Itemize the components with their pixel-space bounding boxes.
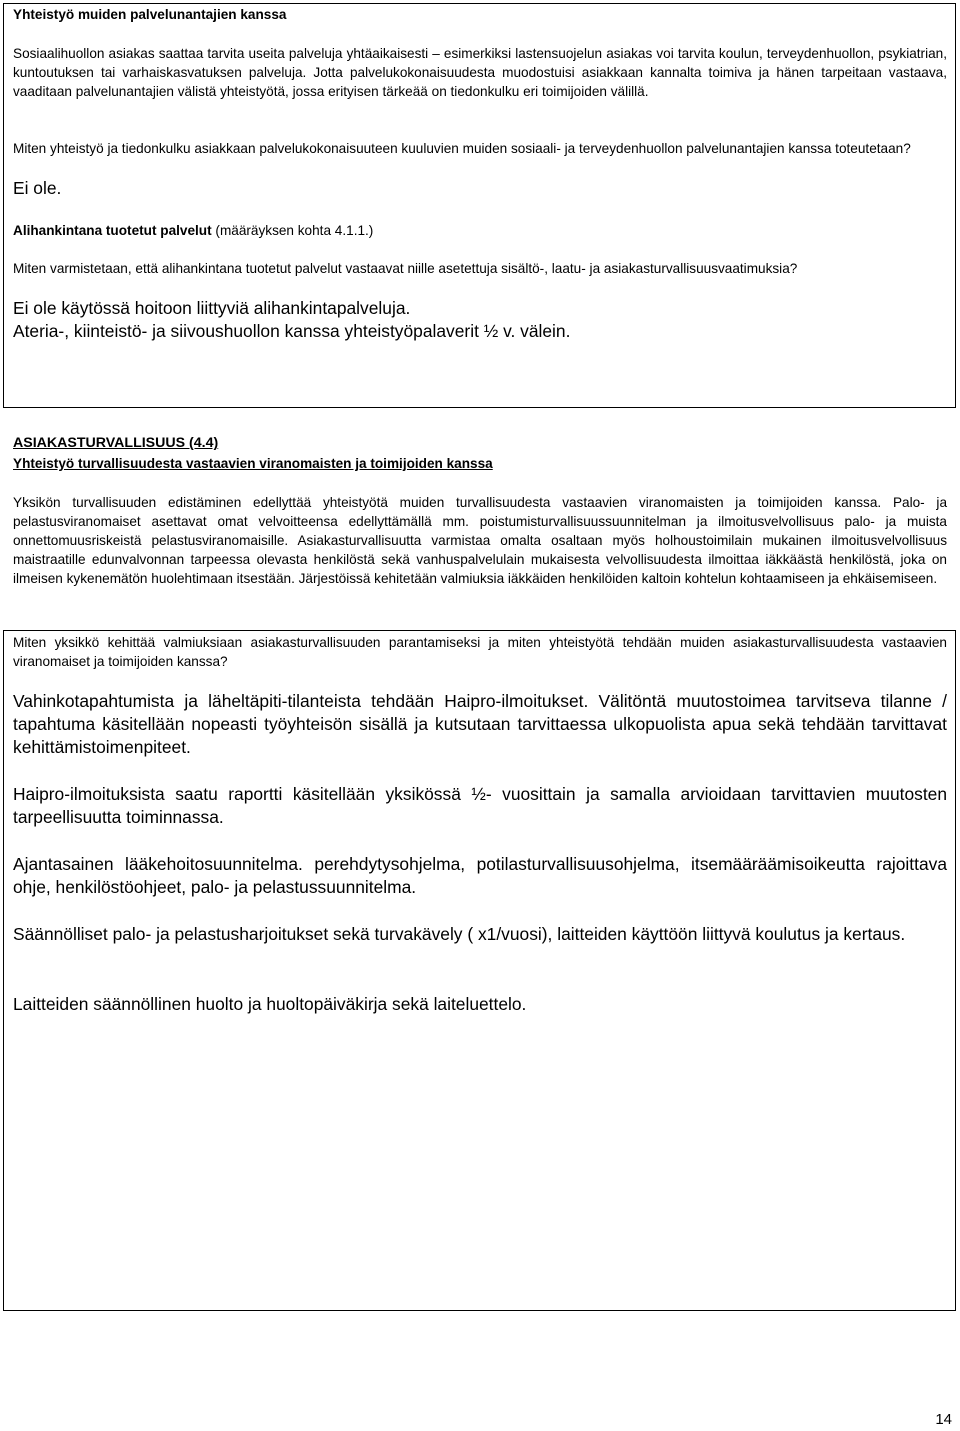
subcontracting-heading-bold: Alihankintana tuotetut palvelut (13, 223, 212, 238)
question-safety: Miten yksikkö kehittää valmiuksiaan asiakasturvallisuuden parantamiseksi ja miten yhteistyötä tehdään muiden asiakasturvallisuudesta vastaavien viranomaiset ja toimijoiden kanssa? (13, 635, 947, 669)
answer-subcontracting-1: Ei ole käytössä hoitoon liittyviä alihankintapalveluja. (13, 298, 411, 318)
page-number: 14 (935, 1411, 952, 1428)
question-cooperation: Miten yhteistyö ja tiedonkulku asiakkaan palvelukokonaisuuteen kuuluvien muiden sosiaali- ja terveydenhuollon palvelunantajien kanssa toteutetaan? (13, 141, 911, 156)
answer-subcontracting-2: Ateria-, kiinteistö- ja siivoushuollon kanssa yhteistyöpalaverit ½ v. välein. (13, 321, 571, 341)
intro-paragraph: Sosiaalihuollon asiakas saattaa tarvita useita palveluja yhtäaikaisesti – esimerkiksi lastensuojelun asiakas voi tarvita koulun, terveydenhuollon, psykiatrian, kuntoutuksen tai varhaiskasvatuksen palveluja. Jotta palvelukokonaisuudesta muodostuisi asiakkaan kannalta toimiva ja hänen tarpeitaan vastaava, vaaditaan palvelunantajien välistä yhteistyötä, jossa erityisen tärkeää on tiedonkulku eri toimijoiden välillä. (13, 46, 947, 99)
answer-cooperation: Ei ole. (13, 178, 62, 198)
answer-safety-2: Haipro-ilmoituksista saatu raportti käsitellään yksikössä ½- vuosittain ja samalla arvioidaan tarvittavien muutosten tarpeellisuutta toiminnassa. (13, 784, 947, 827)
safety-cooperation-subheading: Yhteistyö turvallisuudesta vastaavien viranomaisten ja toimijoiden kanssa (13, 456, 493, 471)
subcontracting-heading (13, 221, 373, 240)
section-title: Yhteistyö muiden palvelunantajien kanssa (13, 7, 287, 22)
answer-safety-3: Ajantasainen lääkehoitosuunnitelma. perehdytysohjelma, potilasturvallisuusohjelma, itsemääräämisoikeutta rajoittava ohje, henkilöstöohjeet, palo- ja pelastussuunnitelma. (13, 854, 947, 897)
answer-safety-1: Vahinkotapahtumista ja läheltäpiti-tilanteista tehdään Haipro-ilmoitukset. Välitöntä muutostoimea tarvitseva tilanne / tapahtuma käsitellään nopeasti työyhteisön sisällä ja kutsutaan tarvittaessa ulkopuolista apua sekä tehdään tarvittavat kehittämistoimenpiteet. (13, 691, 947, 757)
answer-safety-5: Laitteiden säännöllinen huolto ja huoltopäiväkirja sekä laiteluettelo. (13, 994, 527, 1014)
client-safety-heading: ASIAKASTURVALLISUUS (4.4) (13, 435, 219, 451)
question-subcontracting: Miten varmistetaan, että alihankintana tuotetut palvelut vastaavat niille asetettuja sisältö-, laatu- ja asiakasturvallisuusvaatimuksia? (13, 261, 798, 276)
answer-safety-4: Säännölliset palo- ja pelastusharjoitukset sekä turvakävely ( x1/vuosi), laitteiden käyttöön liittyvä koulutus ja kertaus. (13, 924, 906, 944)
safety-intro-paragraph: Yksikön turvallisuuden edistäminen edellyttää yhteistyötä muiden turvallisuudesta vastaavien viranomaisten ja toimijoiden kanssa. Palo- ja pelastusviranomaiset asettavat omat velvoitteensa edellyttämällä mm. poistumisturvallisuussuunnitelman ja ilmoitusvelvollisuus palo- ja muista onnettomuusriskeistä pelastusviranomaisille. Asiakasturvallisuutta varmistaa omalta osaltaan myös holhoustoimilain mukainen ilmoitusvelvollisuus maistraatille edunvalvonnan tarpeessa olevasta henkilöstä sekä vanhuspalvelulain mukaisesta velvollisuudesta ilmoittaa iäkkäästä henkilöstä, joka on ilmeisen kykenemätön huolehtimaan itsestään. Järjestöissä kehitetään valmiuksia iäkkäiden henkilöiden kaltoin kohtelun kohtaamiseen ja ehkäisemiseen. (13, 495, 947, 586)
subcontracting-heading-ref: (määräyksen kohta 4.1.1.) (211, 223, 374, 238)
